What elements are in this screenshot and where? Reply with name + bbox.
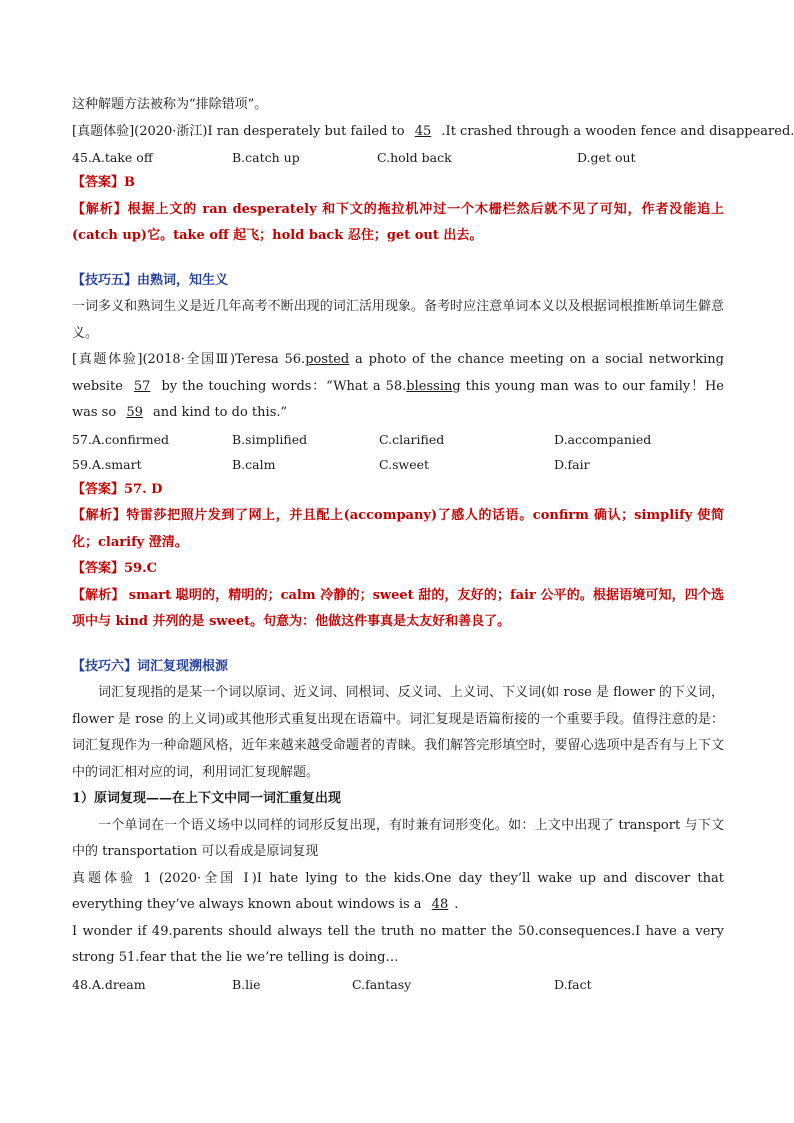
option: C.fantasy (352, 976, 412, 992)
tip6-paragraph: 词汇复现指的是某一个词以原词、近义词、同根词、反义词、上义词、下义词(如 rose 是 flower 的下义词，flower 是 rose 的上义词)或其他形式重复出现在语篇中。词汇复现是语篇衔接的一个重要手段。值得注意的是：词汇复现作为一种命题风格，近年来越来越受命题者的青睐。我们解答完形填空时，要留心选项中是否有与上下文中的词汇相对应的词，利用词汇复现解题。 (72, 685, 724, 780)
example-text: 真题体验 1 (2020·全国 Ⅰ)I hate lying to the kids.One day they’ll wake up and discover that everything they’ve always known about windows is a (72, 870, 724, 912)
option: D.fact (554, 976, 592, 992)
tip5-intro: 一词多义和熟词生义是近几年高考不断出现的词汇活用现象。备考时应注意单词本义以及根据词根推断单词生僻意义。 (72, 299, 724, 341)
option: 57.A.confirmed (72, 431, 170, 447)
answer-45 (72, 170, 724, 197)
tip5-label: 【技巧五】 (72, 272, 138, 288)
option: 45.A.take off (72, 150, 153, 165)
tip5-title: 由熟词，知生义 (137, 272, 229, 288)
example-text: . (454, 897, 459, 912)
example-text: and kind to (153, 405, 228, 420)
explanation-57 (72, 503, 724, 556)
options-48 (72, 972, 724, 997)
options-45 (72, 145, 724, 170)
tip5-heading (72, 268, 724, 295)
option: D.accompanied (554, 431, 652, 447)
option: C.clarified (379, 431, 445, 447)
question-text-part: [真题体验](2020·浙江)I ran desperately but failed to (72, 123, 405, 139)
answer-label: 【答案】 (72, 175, 125, 190)
underlined-word-blessing: blessing (406, 378, 461, 394)
blank-48: 48 (431, 897, 449, 912)
intro-line: 这种解题方法被称为“排除错项”。 (72, 97, 268, 112)
option: D.fair (554, 456, 590, 472)
example-text: this young man was to our family！He was so (72, 378, 724, 420)
explanation-label: 【解析】 (72, 508, 127, 523)
explanation-text: 特雷莎把照片发到了网上，并且配上(accompany)了感人的话语。confirm 确认；simplify 使简化；clarify 澄清。 (72, 508, 724, 550)
tip6-example-cont: I wonder if 49.parents should always tell the truth no matter the 50.consequences.I have a very strong 51.fear that the lie we’re telling is doing… (72, 923, 724, 965)
question-text-part: .It crashed through a wooden fence and disappeared. (441, 123, 794, 139)
explanation-label: 【解析】 (72, 587, 125, 603)
explanation-45 (72, 197, 724, 250)
option: D.get out (577, 150, 636, 165)
tip6-paragraph-2: 一个单词在一个语义场中以同样的词形反复出现，有时兼有词形变化。如：上文中出现了 transport 与下文中的 transportation 可以看成是原词复现 (72, 817, 724, 859)
tip6-title: 词汇复现溯根源 (137, 658, 229, 674)
option: C.sweet (379, 456, 430, 472)
tip6-subheading: 1）原词复现——在上下文中同一词汇重复出现 (72, 791, 342, 806)
answer-label: 【答案】 (72, 561, 125, 576)
example-text: do this.” (231, 405, 288, 420)
option: 59.A.smart (72, 456, 142, 472)
tip6-heading (72, 654, 724, 681)
tip6-label: 【技巧六】 (72, 658, 138, 674)
blank-57: 57 (133, 378, 151, 394)
answer-value: 59.C (124, 561, 157, 576)
options-59 (72, 452, 724, 477)
option: C.hold back (377, 150, 452, 165)
tip6-example (72, 866, 724, 919)
explanation-text: smart 聪明的，精明的；calm 冷静的；sweet 甜的，友好的；fair 公平的。根据语境可知，四个选项中与 kind 并列的是 sweet。句意为：他做这件事真是太友好和善良了。 (72, 587, 724, 629)
options-57 (72, 427, 724, 452)
underlined-word-posted: posted (305, 352, 350, 367)
explanation-text: 根据上文的 ran desperately 和下文的拖拉机冲过一个木栅栏然后就不见了可知，作者没能追上(catch up)它。take off 起飞；hold back 忍住；get out 出去。 (72, 201, 724, 243)
explanation-label: 【解析】 (72, 201, 128, 217)
answer-value: B (124, 175, 136, 190)
option: B.catch up (232, 150, 300, 165)
option: B.simplified (232, 431, 308, 447)
option: B.lie (232, 976, 261, 992)
answer-label: 【答案】 (72, 481, 125, 497)
answer-59 (72, 556, 724, 583)
exam-question-45 (72, 119, 794, 146)
answer-value: 57. D (124, 481, 163, 497)
example-text: a photo of the chance meeting on a social networking website (72, 352, 724, 394)
blank-45: 45 (414, 123, 432, 139)
blank-59: 59 (126, 405, 143, 420)
answer-57 (72, 477, 724, 504)
option: 48.A.dream (72, 976, 146, 992)
document-page (72, 92, 794, 997)
option: B.calm (232, 456, 276, 472)
explanation-59 (72, 583, 724, 636)
example-text: [真题体验](2018·全国Ⅲ)Teresa 56. (72, 352, 306, 367)
example-text: by the touching words：“What a 58. (161, 378, 407, 394)
tip5-example (72, 347, 724, 427)
